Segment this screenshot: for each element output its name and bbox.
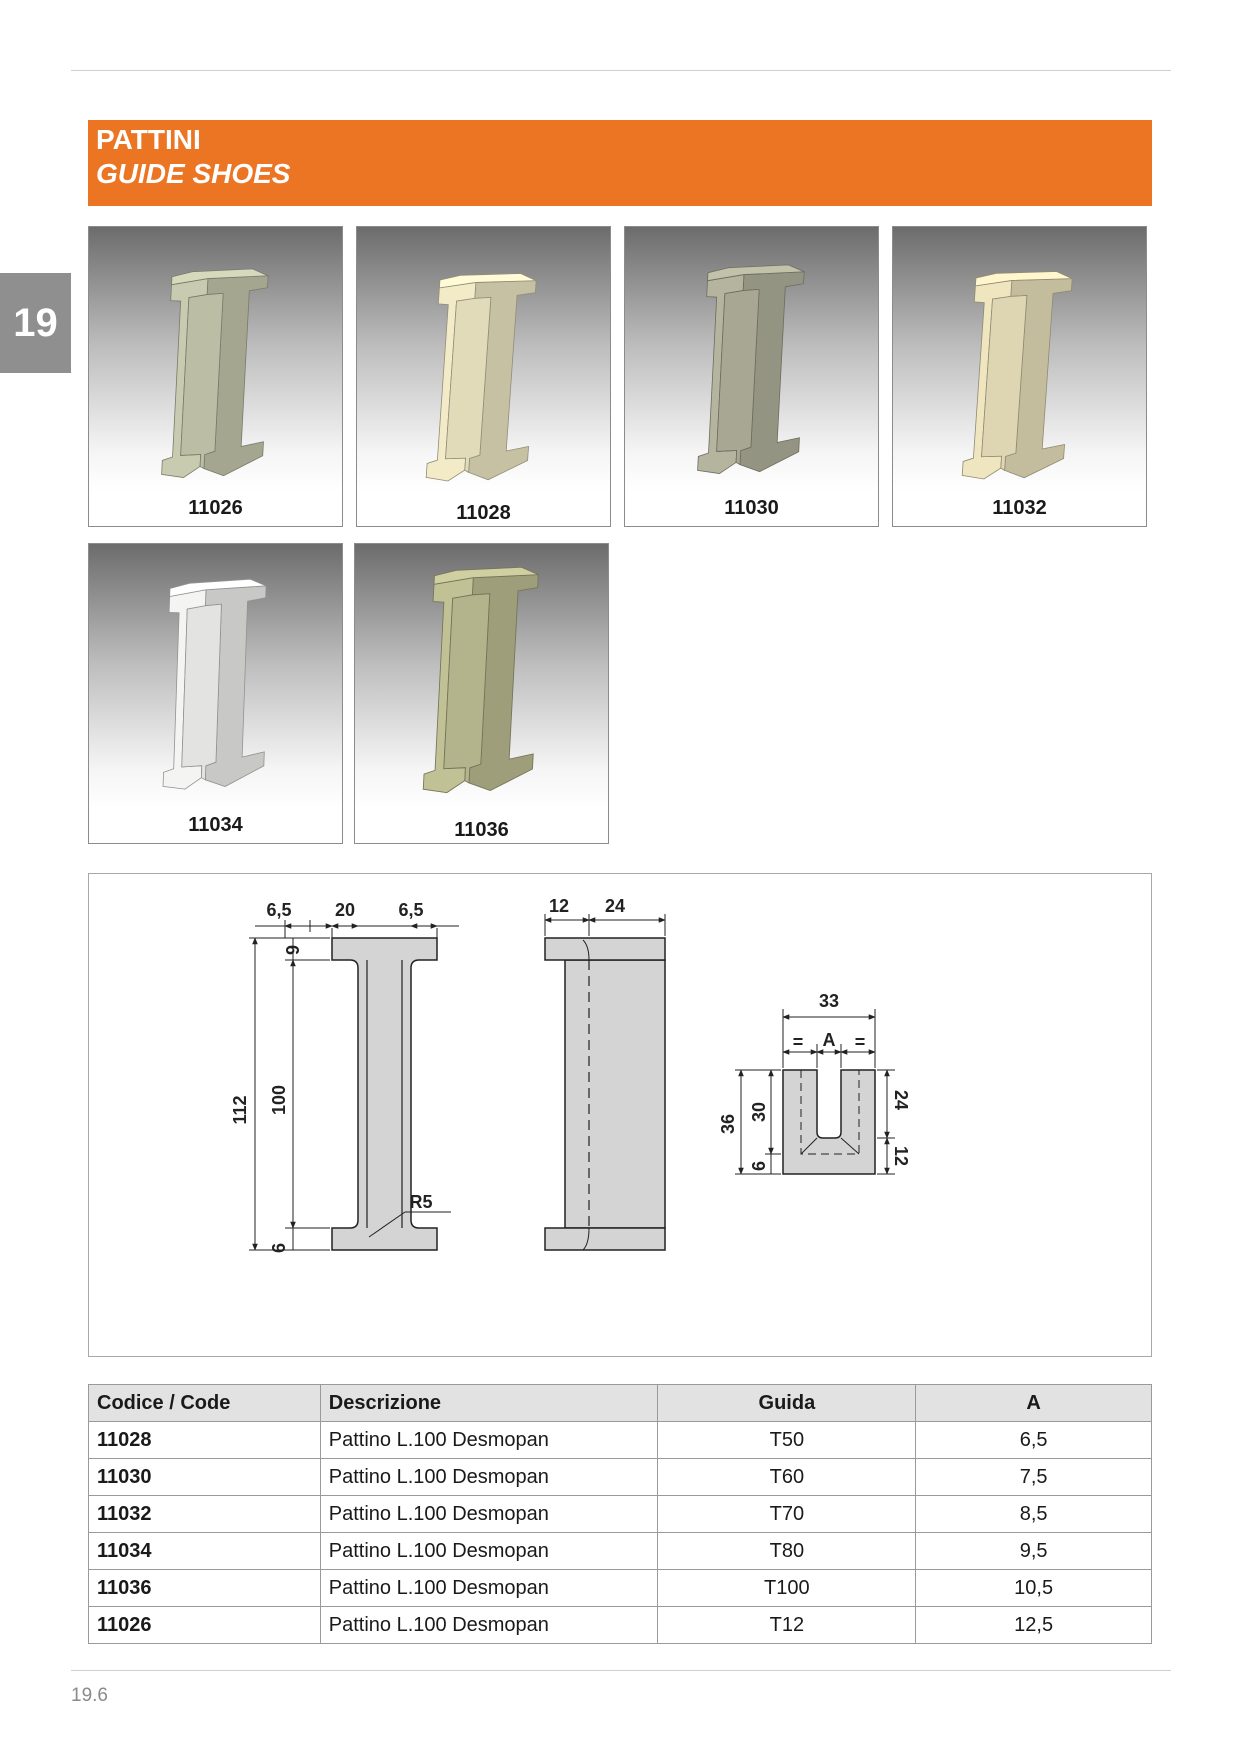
dim-flange-top: 6	[282, 944, 302, 956]
banner-title-it: PATTINI	[96, 124, 201, 155]
product-code: 11026	[188, 497, 243, 519]
dim-right-top: 24	[891, 1089, 911, 1111]
cell-code: 11028	[89, 1422, 321, 1459]
technical-drawing	[88, 873, 1152, 1357]
page-number: 19.6	[71, 1685, 108, 1706]
cell-a: 12,5	[916, 1607, 1152, 1644]
cell-a: 8,5	[916, 1496, 1152, 1533]
dim-side-12: 12	[548, 896, 570, 916]
cell-guide: T50	[658, 1422, 916, 1459]
guide-shoe-image	[625, 227, 879, 527]
cell-description: Pattino L.100 Desmopan	[320, 1533, 658, 1570]
product-photo-11034	[88, 543, 343, 844]
header-guide: Guida	[658, 1385, 916, 1422]
side-labels	[549, 896, 625, 916]
dim-mid-width: 20	[334, 900, 356, 920]
guide-shoe-image	[355, 544, 609, 844]
cell-description: Pattino L.100 Desmopan	[320, 1422, 658, 1459]
guide-shoe-image	[89, 227, 343, 527]
header-description: Descrizione	[320, 1385, 658, 1422]
dim-slot-height: 30	[749, 1101, 769, 1123]
shoe-face	[181, 603, 221, 780]
table-header-row	[89, 1385, 1152, 1422]
dim-slot-a: A	[822, 1030, 836, 1050]
cell-code: 11032	[89, 1496, 321, 1533]
product-code: 11036	[454, 819, 509, 841]
top-rule	[71, 70, 1171, 71]
product-code: 11030	[724, 497, 779, 519]
cell-code: 11034	[89, 1533, 321, 1570]
dim-equal-right: =	[854, 1032, 866, 1052]
cell-guide: T12	[658, 1607, 916, 1644]
dim-left-width: 6,5	[266, 900, 292, 920]
table-row	[89, 1422, 1152, 1459]
cell-description: Pattino L.100 Desmopan	[320, 1570, 658, 1607]
dim-base-height: 6	[749, 1160, 769, 1172]
dim-section-height: 36	[718, 1113, 738, 1135]
header-code: Codice / Code	[89, 1385, 321, 1422]
dim-equal-left: =	[792, 1032, 804, 1052]
table-row	[89, 1533, 1152, 1570]
cell-code: 11030	[89, 1459, 321, 1496]
guide-shoe-image	[893, 227, 1147, 527]
bottom-rule	[71, 1670, 1171, 1671]
dim-total-height: 112	[230, 1095, 250, 1125]
side-view	[545, 938, 665, 1250]
section-banner	[88, 120, 1152, 206]
product-photo-11030	[624, 226, 879, 527]
product-photo-11028	[356, 226, 611, 527]
cell-a: 10,5	[916, 1570, 1152, 1607]
dim-side-24: 24	[604, 896, 626, 916]
cell-code: 11026	[89, 1607, 321, 1644]
dim-radius: R5	[409, 1192, 433, 1212]
chapter-tab: 19	[0, 273, 71, 373]
table-row	[89, 1496, 1152, 1533]
product-photo-11036	[354, 543, 609, 844]
table-row	[89, 1570, 1152, 1607]
table-row	[89, 1459, 1152, 1496]
dim-section-width: 33	[818, 991, 840, 1011]
cell-guide: T70	[658, 1496, 916, 1533]
cell-a: 6,5	[916, 1422, 1152, 1459]
product-code: 11032	[992, 497, 1047, 519]
cell-guide: T60	[658, 1459, 916, 1496]
guide-shoe-image	[89, 544, 343, 844]
product-photo-11032	[892, 226, 1147, 527]
spec-table	[88, 1384, 1152, 1644]
side-dimensions	[545, 914, 665, 936]
banner-title-en: GUIDE SHOES	[96, 158, 291, 189]
cell-a: 7,5	[916, 1459, 1152, 1496]
table-row	[89, 1607, 1152, 1644]
cell-description: Pattino L.100 Desmopan	[320, 1607, 658, 1644]
dimension-drawing	[89, 874, 1153, 1358]
header-a: A	[916, 1385, 1152, 1422]
cell-description: Pattino L.100 Desmopan	[320, 1496, 658, 1533]
cross-section	[783, 1070, 875, 1174]
product-photo-11026	[88, 226, 343, 527]
dim-flange-bottom: 6	[269, 1242, 289, 1254]
cell-guide: T80	[658, 1533, 916, 1570]
guide-shoe-image	[357, 227, 611, 527]
product-code: 11028	[456, 502, 511, 524]
cell-code: 11036	[89, 1570, 321, 1607]
dim-inner-height: 100	[269, 1084, 289, 1116]
product-code: 11034	[188, 814, 243, 836]
dim-right-width: 6,5	[398, 900, 424, 920]
dim-right-bottom: 12	[891, 1145, 911, 1167]
cell-description: Pattino L.100 Desmopan	[320, 1459, 658, 1496]
cell-guide: T100	[658, 1570, 916, 1607]
cell-a: 9,5	[916, 1533, 1152, 1570]
